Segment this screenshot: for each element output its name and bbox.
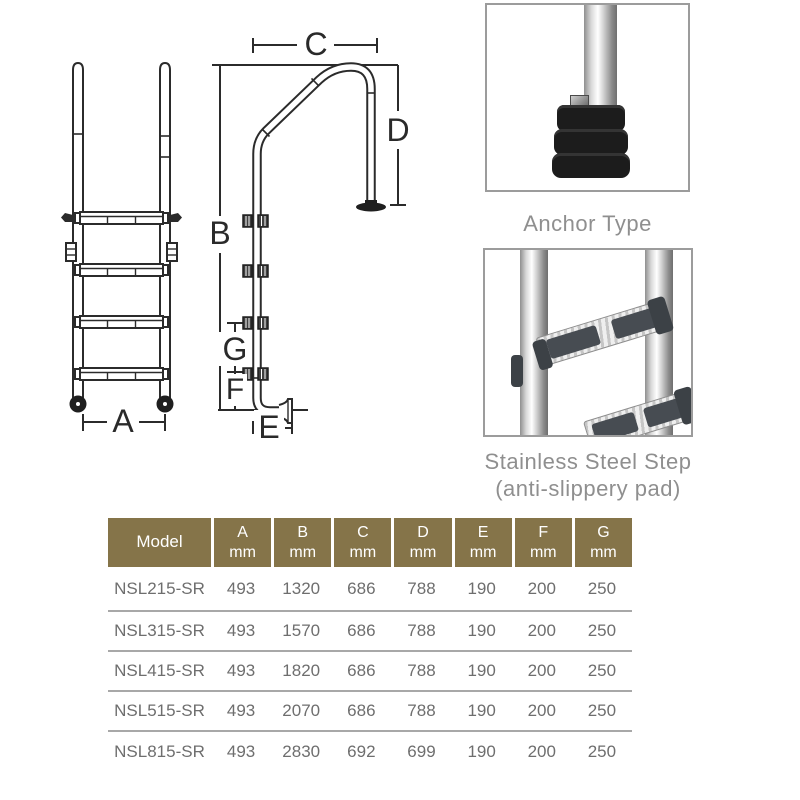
dim-label-e: E [254, 410, 284, 444]
value-cell: 686 [347, 701, 376, 720]
spec-table-rows [108, 567, 632, 772]
value-cell: 699 [407, 742, 436, 761]
step-tread-2 [583, 390, 693, 437]
value-cell: 250 [587, 742, 617, 761]
table-row-NSL415-SR [108, 652, 632, 692]
header-letter: E [477, 524, 489, 542]
model-cell: NSL815-SR [114, 742, 205, 761]
table-row-NSL215-SR [108, 567, 632, 612]
value-cell: 250 [587, 701, 617, 720]
header-cell-b [274, 518, 331, 567]
spec-table-header [108, 518, 632, 567]
step-caption-line1: Stainless Steel Step [484, 449, 692, 474]
anchor-photo [485, 3, 690, 192]
value-cell: 493 [226, 742, 256, 761]
value-cell: 1570 [282, 621, 321, 640]
header-unit: mm [409, 543, 437, 561]
value-cell: 1320 [282, 578, 321, 598]
step-4 [75, 368, 168, 380]
handrail-tube [253, 67, 376, 411]
step-2 [75, 264, 168, 276]
value-cell: 250 [587, 578, 617, 598]
value-cell: 493 [226, 661, 256, 680]
value-cell: 190 [467, 578, 496, 598]
header-letter: G [597, 524, 610, 542]
left-rail-clamp [511, 355, 523, 387]
value-cell: 692 [347, 742, 376, 761]
value-cell: 788 [407, 621, 436, 640]
model-cell: NSL215-SR [114, 578, 205, 598]
value-cell: 250 [587, 621, 617, 640]
model-cell: NSL415-SR [114, 661, 205, 680]
header-cell-model [108, 518, 211, 567]
header-unit: mm [349, 543, 377, 561]
value-cell: 788 [407, 701, 436, 720]
value-cell: 190 [467, 661, 496, 680]
anchor-base-rib-3 [552, 153, 630, 178]
header-letter: F [538, 524, 549, 542]
anti-slip-pad [546, 325, 602, 359]
value-cell: 190 [467, 621, 496, 640]
spec-table [108, 518, 632, 772]
value-cell: 200 [527, 621, 556, 640]
header-model-label: Model [136, 532, 183, 552]
table-row-NSL315-SR [108, 612, 632, 652]
value-cell: 493 [226, 701, 256, 720]
header-unit: mm [590, 543, 617, 561]
header-cell-g [575, 518, 632, 567]
table-row-NSL515-SR [108, 692, 632, 732]
step-caption-line2: (anti-slippery pad) [495, 475, 681, 501]
value-cell: 200 [527, 701, 556, 720]
value-cell: 250 [587, 661, 617, 680]
header-cell-c [334, 518, 391, 567]
header-cell-e [455, 518, 512, 567]
value-cell: 493 [226, 578, 256, 598]
dim-label-g: G [219, 332, 251, 366]
step-3 [75, 316, 168, 328]
value-cell: 686 [347, 661, 376, 680]
header-letter: B [297, 524, 309, 542]
anchor-base-rib-1 [557, 105, 625, 131]
header-unit: mm [289, 543, 317, 561]
header-unit: mm [229, 543, 256, 561]
dim-label-b: B [204, 216, 236, 250]
deck-anchor-plate [356, 200, 386, 212]
value-cell: 190 [467, 701, 496, 720]
step-1 [75, 212, 168, 224]
value-cell: 686 [347, 621, 376, 640]
value-cell: 2070 [282, 701, 321, 720]
header-letter: C [357, 524, 369, 542]
anchor-caption: Anchor Type [523, 211, 652, 236]
header-letter: D [417, 524, 429, 542]
model-cell: NSL315-SR [114, 621, 205, 640]
header-cell-a [214, 518, 271, 567]
value-cell: 200 [527, 661, 556, 680]
value-cell: 493 [226, 621, 256, 640]
value-cell: 190 [467, 742, 496, 761]
header-letter: A [237, 524, 248, 542]
value-cell: 2830 [282, 742, 321, 761]
value-cell: 686 [347, 578, 376, 598]
value-cell: 200 [527, 578, 556, 598]
value-cell: 788 [407, 578, 436, 598]
value-cell: 788 [407, 661, 436, 680]
dim-label-d: D [383, 113, 413, 147]
value-cell: 200 [527, 742, 556, 761]
dim-label-c: C [299, 27, 333, 61]
step-caption [462, 449, 714, 503]
anti-slip-pad [591, 412, 639, 437]
anchor-base-rib-2 [554, 129, 628, 155]
value-cell: 1820 [282, 661, 321, 680]
header-unit: mm [469, 543, 497, 561]
header-cell-d [394, 518, 451, 567]
dim-label-a: A [107, 404, 139, 438]
header-cell-f [515, 518, 572, 567]
step-photo [483, 248, 693, 437]
table-row-NSL815-SR [108, 732, 632, 772]
header-unit: mm [529, 543, 557, 561]
dim-label-f: F [223, 374, 247, 406]
ladder-rails [73, 63, 170, 404]
ladder-steps [75, 212, 168, 380]
model-cell: NSL515-SR [114, 701, 205, 720]
